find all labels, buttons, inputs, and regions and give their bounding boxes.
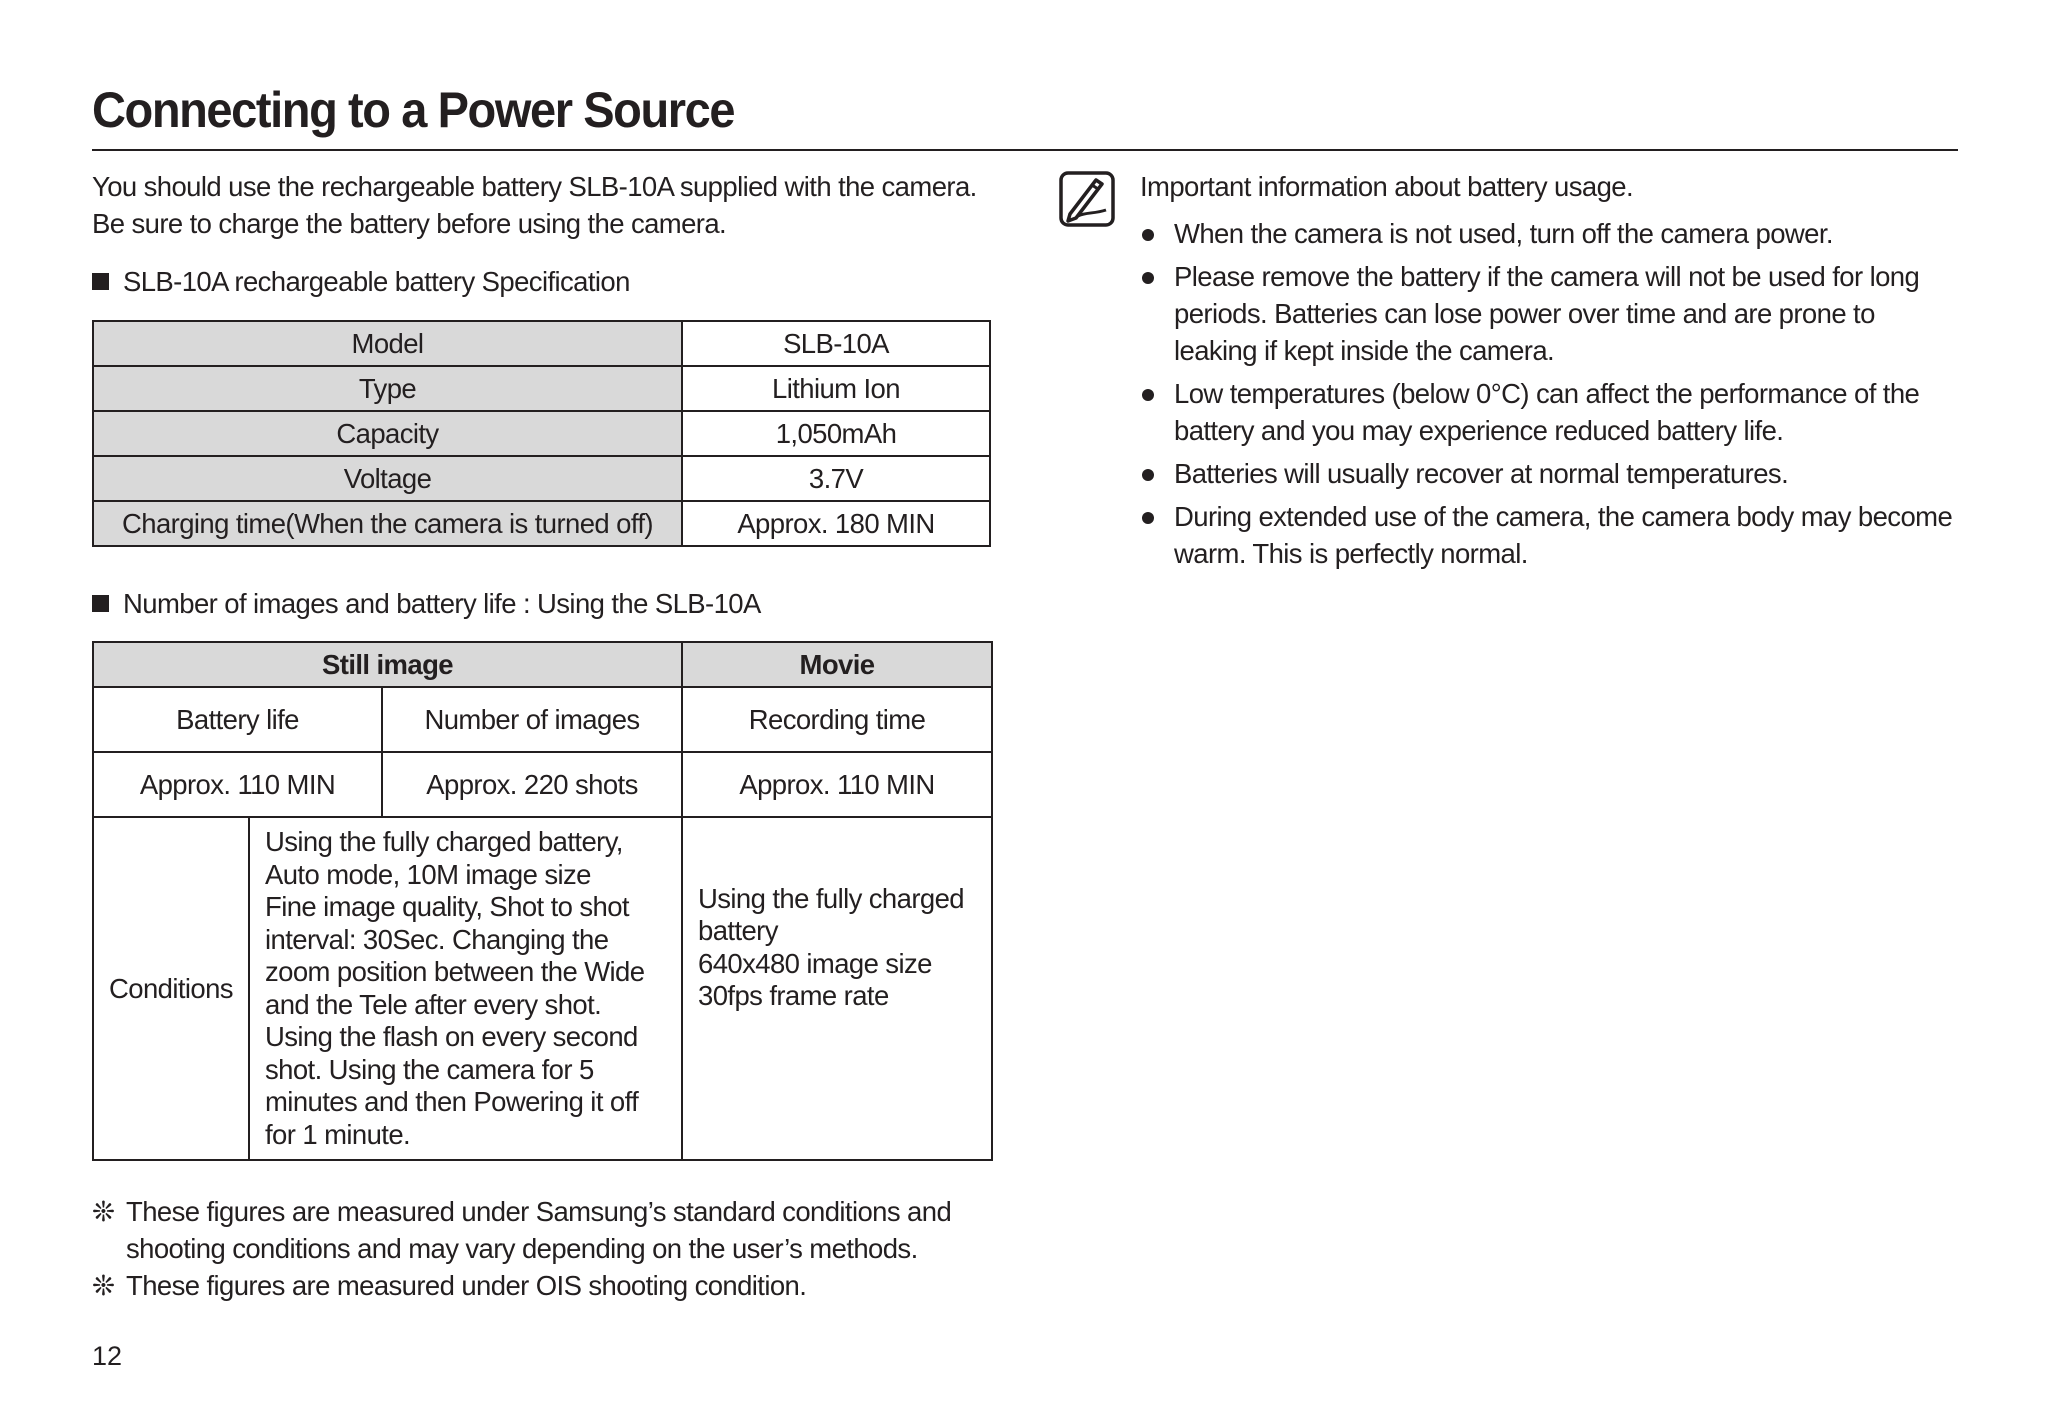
spec-value: 3.7V <box>682 456 990 501</box>
table-row <box>93 321 990 366</box>
spec-label: Charging time(When the camera is turned off) <box>93 501 682 546</box>
value-battery-life: Approx. 110 MIN <box>93 752 382 817</box>
intro-line: You should use the rechargeable battery SLB-10A supplied with the camera. <box>92 171 977 202</box>
info-bullet-list <box>1140 215 1960 572</box>
spec-value: Approx. 180 MIN <box>682 501 990 546</box>
header-movie: Movie <box>682 642 992 687</box>
spec-label: Voltage <box>93 456 682 501</box>
life-heading-text: Number of images and battery life : Using the SLB-10A <box>123 588 761 619</box>
life-heading <box>92 585 761 622</box>
spec-label: Model <box>93 321 682 366</box>
table-row <box>93 687 992 752</box>
condition-line: minutes and then Powering it off <box>265 1086 639 1117</box>
value-recording-time: Approx. 110 MIN <box>682 752 992 817</box>
list-item <box>1140 375 1960 449</box>
spec-heading <box>92 263 630 300</box>
list-item <box>1140 258 1960 369</box>
condition-line: Using the fully charged battery, <box>265 826 623 857</box>
spec-value: SLB-10A <box>682 321 990 366</box>
bullet-line: periods. Batteries can lose power over time and are prone to <box>1174 298 1875 329</box>
spec-label: Type <box>93 366 682 411</box>
table-row <box>93 752 992 817</box>
footnote <box>92 1267 1032 1304</box>
footnote <box>92 1193 1032 1267</box>
list-item <box>1140 455 1960 492</box>
column-battery-life: Battery life <box>93 687 382 752</box>
bullet-line: When the camera is not used, turn off the camera power. <box>1174 218 1833 249</box>
battery-info-panel <box>1140 168 1960 578</box>
bullet-line: During extended use of the camera, the camera body may become <box>1174 501 1953 532</box>
bullet-line: warm. This is perfectly normal. <box>1174 538 1528 569</box>
condition-line: Using the fully charged <box>698 882 964 914</box>
bullet-line: Low temperatures (below 0°C) can affect the performance of the <box>1174 378 1920 409</box>
footnote-line: shooting conditions and may vary depending on the user’s methods. <box>126 1233 918 1264</box>
list-item <box>1140 215 1960 252</box>
condition-line: Fine image quality, Shot to shot <box>265 891 629 922</box>
condition-line: and the Tele after every shot. <box>265 988 602 1020</box>
conditions-label: Conditions <box>93 817 249 1160</box>
intro-paragraph <box>92 168 1022 242</box>
condition-line: interval: 30Sec. Changing the <box>265 923 609 955</box>
spec-table <box>92 320 991 547</box>
bullet-line: Batteries will usually recover at normal temperatures. <box>1174 458 1789 489</box>
square-bullet-icon <box>92 595 109 612</box>
condition-line: battery <box>698 915 778 946</box>
list-item <box>1140 498 1960 572</box>
memo-pencil-icon <box>1058 170 1116 228</box>
footnote-line: These figures are measured under OIS shooting condition. <box>126 1270 807 1301</box>
spec-heading-text: SLB-10A rechargeable battery Specification <box>123 266 630 297</box>
table-row <box>93 642 992 687</box>
info-title: Important information about battery usage. <box>1140 171 1634 202</box>
table-row <box>93 366 990 411</box>
spec-value: 1,050mAh <box>682 411 990 456</box>
square-bullet-icon <box>92 273 109 290</box>
intro-line: Be sure to charge the battery before using the camera. <box>92 208 727 239</box>
footnote-line: These figures are measured under Samsung’s standard conditions and <box>126 1196 952 1227</box>
condition-line: for 1 minute. <box>265 1118 411 1150</box>
table-row <box>93 817 992 1160</box>
table-row <box>93 501 990 546</box>
column-recording-time: Recording time <box>682 687 992 752</box>
condition-line: Auto mode, 10M image size <box>265 858 591 890</box>
movie-conditions <box>682 817 992 1160</box>
page-number: 12 <box>92 1341 123 1371</box>
condition-line: 640x480 image size <box>698 947 932 979</box>
column-number-of-images: Number of images <box>382 687 682 752</box>
still-conditions <box>249 817 682 1160</box>
condition-line: shot. Using the camera for 5 <box>265 1053 594 1085</box>
bullet-line: battery and you may experience reduced battery life. <box>1174 415 1784 446</box>
header-still-image: Still image <box>93 642 682 687</box>
spec-value: Lithium Ion <box>682 366 990 411</box>
table-row <box>93 411 990 456</box>
spec-label: Capacity <box>93 411 682 456</box>
condition-line: Using the flash on every second <box>265 1021 638 1052</box>
battery-life-table <box>92 641 993 1161</box>
bullet-line: Please remove the battery if the camera will not be used for long <box>1174 261 1920 292</box>
table-row <box>93 456 990 501</box>
page-title: Connecting to a Power Source <box>92 82 735 138</box>
title-divider <box>92 149 1958 151</box>
condition-line: 30fps frame rate <box>698 980 889 1011</box>
condition-line: zoom position between the Wide <box>265 956 645 987</box>
asterisk-mark-icon: ❊ <box>92 1196 115 1227</box>
asterisk-mark-icon: ❊ <box>92 1270 115 1301</box>
value-number-of-images: Approx. 220 shots <box>382 752 682 817</box>
footnotes <box>92 1193 1032 1304</box>
bullet-line: leaking if kept inside the camera. <box>1174 335 1555 366</box>
